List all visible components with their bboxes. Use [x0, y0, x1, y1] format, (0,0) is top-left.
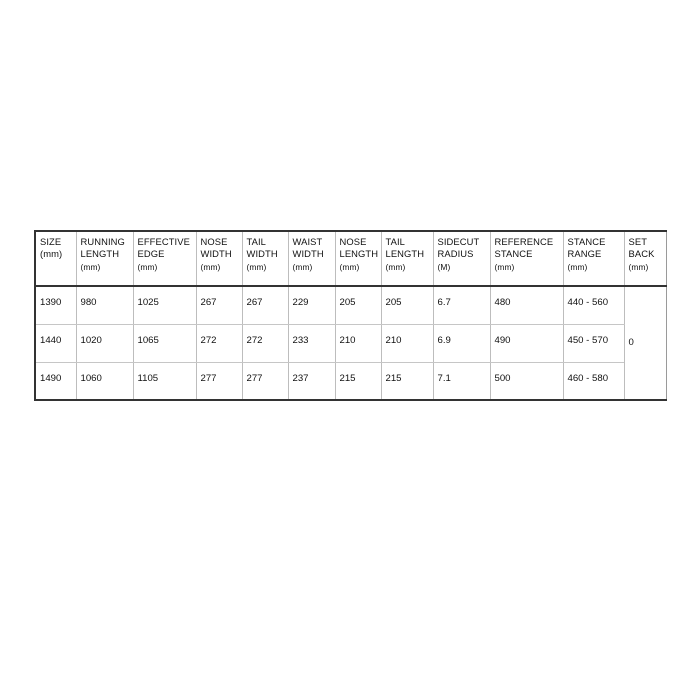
header-label: SET — [628, 236, 648, 247]
column-header-waist-width — [288, 231, 335, 286]
column-header-set-back — [624, 231, 666, 286]
table-row — [35, 362, 666, 400]
header-label: NOSE — [339, 236, 367, 247]
header-unit: (mm) — [246, 261, 267, 272]
header-row — [35, 231, 666, 286]
cell-sidecut-radius: 7.1 — [433, 362, 490, 400]
header-unit: (mm) — [339, 261, 360, 272]
cell-waist-width: 237 — [288, 362, 335, 400]
header-label: STANCE — [494, 248, 533, 260]
header-label: WIDTH — [292, 248, 324, 260]
header-unit: (mm) — [567, 261, 588, 272]
cell-reference-stance: 480 — [490, 286, 563, 324]
header-label: LENGTH — [339, 248, 379, 260]
column-header-effective-edge — [133, 231, 196, 286]
cell-effective-edge: 1025 — [133, 286, 196, 324]
header-label: BACK — [628, 248, 655, 260]
table-row — [35, 324, 666, 362]
header-label: WIDTH — [200, 248, 232, 260]
header-label: EFFECTIVE — [137, 236, 190, 247]
header-label: RADIUS — [437, 248, 474, 260]
cell-nose-width: 267 — [196, 286, 242, 324]
header-unit: (mm) — [80, 261, 101, 272]
header-label: LENGTH — [80, 248, 120, 260]
specs-table — [34, 230, 667, 401]
column-header-size — [35, 231, 76, 286]
cell-sidecut-radius: 6.9 — [433, 324, 490, 362]
cell-size: 1390 — [35, 286, 76, 324]
header-label: LENGTH — [385, 248, 425, 260]
cell-stance-range: 460 - 580 — [563, 362, 624, 400]
cell-effective-edge: 1105 — [133, 362, 196, 400]
header-label: TAIL — [385, 236, 406, 247]
cell-tail-length: 205 — [381, 286, 433, 324]
column-header-stance-range — [563, 231, 624, 286]
cell-waist-width: 233 — [288, 324, 335, 362]
header-label: NOSE — [200, 236, 228, 247]
cell-nose-width: 272 — [196, 324, 242, 362]
header-unit: (mm) — [137, 261, 158, 272]
header-unit: (mm) — [292, 261, 313, 272]
cell-size: 1490 — [35, 362, 76, 400]
cell-tail-width: 272 — [242, 324, 288, 362]
cell-sidecut-radius: 6.7 — [433, 286, 490, 324]
cell-waist-width: 229 — [288, 286, 335, 324]
cell-nose-length: 210 — [335, 324, 381, 362]
cell-running-length: 1020 — [76, 324, 133, 362]
cell-running-length: 980 — [76, 286, 133, 324]
cell-reference-stance: 490 — [490, 324, 563, 362]
header-label: WAIST — [292, 236, 323, 247]
specs-table-container — [34, 230, 665, 401]
header-unit: (mm) — [628, 261, 649, 272]
cell-stance-range: 440 - 560 — [563, 286, 624, 324]
cell-nose-length: 215 — [335, 362, 381, 400]
column-header-reference-stance — [490, 231, 563, 286]
header-label: SIZE — [40, 236, 62, 247]
header-label: REFERENCE — [494, 236, 554, 247]
header-unit: (mm) — [494, 261, 515, 272]
cell-tail-length: 215 — [381, 362, 433, 400]
column-header-running-length — [76, 231, 133, 286]
cell-tail-length: 210 — [381, 324, 433, 362]
column-header-nose-width — [196, 231, 242, 286]
cell-tail-width: 277 — [242, 362, 288, 400]
cell-stance-range: 450 - 570 — [563, 324, 624, 362]
header-label: RUNNING — [80, 236, 125, 247]
header-unit: (mm) — [40, 248, 63, 260]
cell-set-back: 0 — [624, 286, 666, 400]
header-label: SIDECUT — [437, 236, 480, 247]
table-row — [35, 286, 666, 324]
column-header-sidecut-radius — [433, 231, 490, 286]
header-label: EDGE — [137, 248, 165, 260]
column-header-tail-width — [242, 231, 288, 286]
header-label: STANCE — [567, 236, 606, 247]
cell-effective-edge: 1065 — [133, 324, 196, 362]
cell-size: 1440 — [35, 324, 76, 362]
column-header-tail-length — [381, 231, 433, 286]
cell-nose-width: 277 — [196, 362, 242, 400]
cell-nose-length: 205 — [335, 286, 381, 324]
header-label: WIDTH — [246, 248, 278, 260]
header-label: TAIL — [246, 236, 267, 247]
header-label: RANGE — [567, 248, 602, 260]
header-unit: (mm) — [385, 261, 406, 272]
cell-reference-stance: 500 — [490, 362, 563, 400]
cell-tail-width: 267 — [242, 286, 288, 324]
header-unit: (mm) — [200, 261, 221, 272]
column-header-nose-length — [335, 231, 381, 286]
cell-running-length: 1060 — [76, 362, 133, 400]
header-unit: (M) — [437, 261, 451, 272]
